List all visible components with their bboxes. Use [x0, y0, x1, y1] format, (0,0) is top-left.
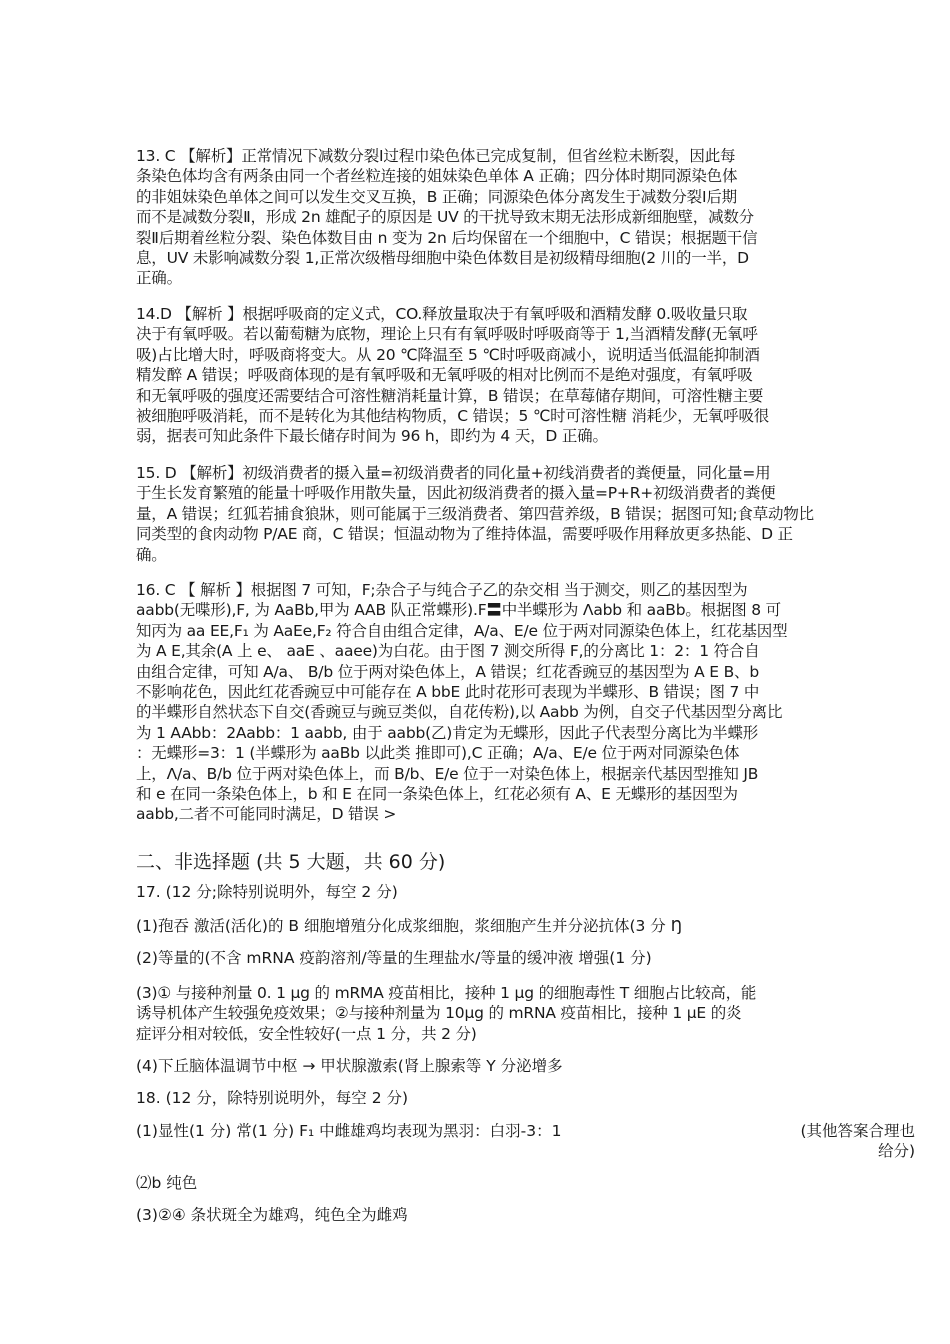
answer-15-line: 15. D 【解析】初级消费者的摄入量=初级消费者的同化量+初线消费者的粪便量，同化量=用: [136, 464, 771, 482]
answer-14-line: 弱，据表可知此条件下最长储存时间为 96 h，即约为 4 天，D 正确。: [136, 427, 608, 446]
answer-16-line: 为 1 AAbb：2Aabb：1 aabb, 由于 aabb(乙)肯定为无蝶形，因此子代表型分离比为半蝶形: [136, 723, 759, 742]
question-18-answer-1-note: (其他答案合理也给分): [800, 1122, 915, 1160]
answer-16-line: 为 A E,其余(A 上 e、 aaE 、aaee)为白花。由于图 7 测交所得 F,的分离比 1：2：1 符合自: [136, 642, 760, 661]
answer-15-line: 量，A 错误；红狐若捕食狼牀，则可能属于三级消费者、第四营养级，B 错误；据图可知;食草动物比: [136, 504, 814, 523]
answer-13-line: 而不是减数分裂Ⅱ，形成 2n 雄配子的原因是 UV 的干扰导致末期无法形成新细胞壁，减数分: [136, 208, 754, 227]
answer-14-line: 决于有氧呼吸。若以葡萄糖为底物，理论上只有有氧呼吸时呼吸商等于 1,当酒精发酵(无氧呼: [136, 325, 758, 344]
answer-16-line: ：无蝶形=3：1 (半蝶形为 aaBb 以此类 推即可),C 正确；A/a、E/e 位于两对同源染色体: [136, 744, 740, 763]
question-17-answer-1: (1)孢吞 激活(活化)的 B 细胞增殖分化成浆细胞，浆细胞产生并分泌抗体(3 分 Ŋ: [136, 917, 683, 935]
answer-13-line: 条染色体均含有两条由同一个者丝粒连接的姐妹染色单体 A 正确；四分体时期同源染色体: [136, 167, 738, 186]
question-17-answer-3-line: 诱导机体产生较强免疫效果；②与接种剂量为 10μg 的 mRNA 疫苗相比，接种 1 μE 的炎: [136, 1004, 742, 1023]
answer-15-line: 同类型的食肉动物 P/AE 商，C 错误；恒温动物为了维持体温，需要呼吸作用释放更多热能、D 正: [136, 525, 793, 544]
question-17-title: 17. (12 分;除特别说明外，每空 2 分): [136, 883, 398, 901]
answer-13-line: 的非姐妹染色单体之间可以发生交叉互换，B 正确；同源染色体分离发生于减数分裂Ⅰ后期: [136, 187, 737, 206]
question-17-answer-4: (4)下丘脑体温调节中枢 → 甲状腺激索(肾上腺索等 Y 分泌增多: [136, 1057, 563, 1075]
answer-14-line: 和无氧呼吸的强度还需要结合可溶性糖消耗量计算，B 错误；在草莓储存期间，可溶性糖主要: [136, 386, 764, 405]
answer-13-line: 13. C 【解析】正常情况下减数分裂Ⅰ过程巾染色体已完成复制，但省丝粒未断裂，因此每: [136, 147, 736, 165]
question-18-answer-2: ⑵b 纯色: [136, 1174, 198, 1192]
question-17-answer-3-line: (3)① 与接种剂量 0. 1 μg 的 mRMA 疫苗相比，接种 1 μg 的细胞毒性 T 细胞占比较高，能: [136, 984, 757, 1002]
answer-16-line: 和 e 在同一条染色体上，b 和 E 在同一条染色体上，红花必须有 A、E 无蝶形的基因型为: [136, 785, 738, 804]
question-17-answer-2: (2)等量的(不含 mRNA 疫韵溶剂/等量的生理盐水/等量的缓冲液 增强(1 分): [136, 949, 652, 967]
answer-16-line: 不影响花色，因此红花香豌豆中可能存在 A bbE 此时花形可表现为半蝶形、B 错误；图 7 中: [136, 683, 760, 702]
answer-14-line: 被细胞呼吸消耗，而不是转化为其他结构物质，C 错误；5 ℃时可溶性糖 消耗少，无氧呼吸很: [136, 407, 770, 426]
answer-16-line: aabb(无喋形),F, 为 AaBb,甲为 AAB 队正常蝶形).F〓中半蝶形为 Λabb 和 aaBb。根据图 8 可: [136, 601, 781, 620]
question-18-answer-3: (3)②④ 条状斑全为雄鸡，纯色全为雌鸡: [136, 1206, 408, 1224]
answer-13-line: 正确。: [136, 269, 182, 288]
answer-15-line: 确。: [136, 545, 167, 564]
answer-15-explanation: [136, 463, 814, 565]
answer-13-line: 息，UV 未影响减数分裂 1,正常次级楷母细胞中染色体数目是初级精母细胞(2 川的一半，D: [136, 249, 749, 268]
answer-16-line: 的半蝶形自然状态下自交(香豌豆与豌豆类似，自花传粉),以 Aabb 为例，自交子代基因型分离比: [136, 703, 783, 722]
answer-13-line: 裂Ⅱ后期着丝粒分裂、染色体数目由 n 变为 2n 后均保留在一个细胞中，C 错误；根据题干信: [136, 228, 758, 247]
question-17-answer-3: [136, 983, 808, 1044]
question-18-answer-1: (1)显性(1 分) 常(1 分) F₁ 中雌雄鸡均表现为黑羽：白羽-3：1: [136, 1122, 562, 1140]
question-17-answer-3-line: 症评分相对较低，安全性较好(一点 1 分，共 2 分): [136, 1024, 477, 1043]
answer-15-line: 于生长发育繁殖的能量十呼吸作用散失量，因此初级消费者的摄入量=P+R+初级消费者的粪便: [136, 484, 776, 503]
answer-16-explanation: [136, 580, 808, 825]
answer-14-line: 吸)占比增大时，呼吸商将变大。从 20 ℃降温至 5 ℃时呼吸商减小，说明适当低温能抑制酒: [136, 345, 760, 364]
section-heading-non-choice: 二、非选择题 (共 5 大题，共 60 分): [136, 851, 446, 873]
answer-14-line: 精发醉 A 错误；呼吸商体现的是有氧呼吸和无氧呼吸的相对比例而不是绝对强度，有氧呼吸: [136, 366, 753, 385]
answer-13-explanation: [136, 146, 808, 289]
answer-16-line: 由组合定律，可知 A/a、 B/b 位于两对染色体上，A 错误；红花香豌豆的基因型为 A E B、b: [136, 662, 759, 681]
answer-16-line: aabb,二者不可能同时满足，D 错误 >: [136, 805, 397, 824]
answer-14-line: 14.D 【解析 】根据呼吸商的定义式，CO.释放量取决于有氧呼吸和酒精发酵 0.吸收量只取: [136, 305, 748, 323]
answer-16-line: 16. C 【 解析 】根据图 7 可知，F;杂合子与纯合子乙的杂交相 当于测交，则乙的基因型为: [136, 581, 748, 599]
answer-16-line: 上，Λ/a、B/b 位于两对染色体上，而 B/b、E/e 位于一对染色体上，根据亲代基因型推知 JB: [136, 764, 759, 783]
answer-16-line: 知丙为 aa EE,F₁ 为 AaEe,F₂ 符合自由组合定律，A/a、E/e 位于两对同源染色体上，红花基因型: [136, 621, 788, 640]
answer-14-explanation: [136, 304, 808, 447]
question-18-title: 18. (12 分，除特别说明外，每空 2 分): [136, 1089, 409, 1107]
